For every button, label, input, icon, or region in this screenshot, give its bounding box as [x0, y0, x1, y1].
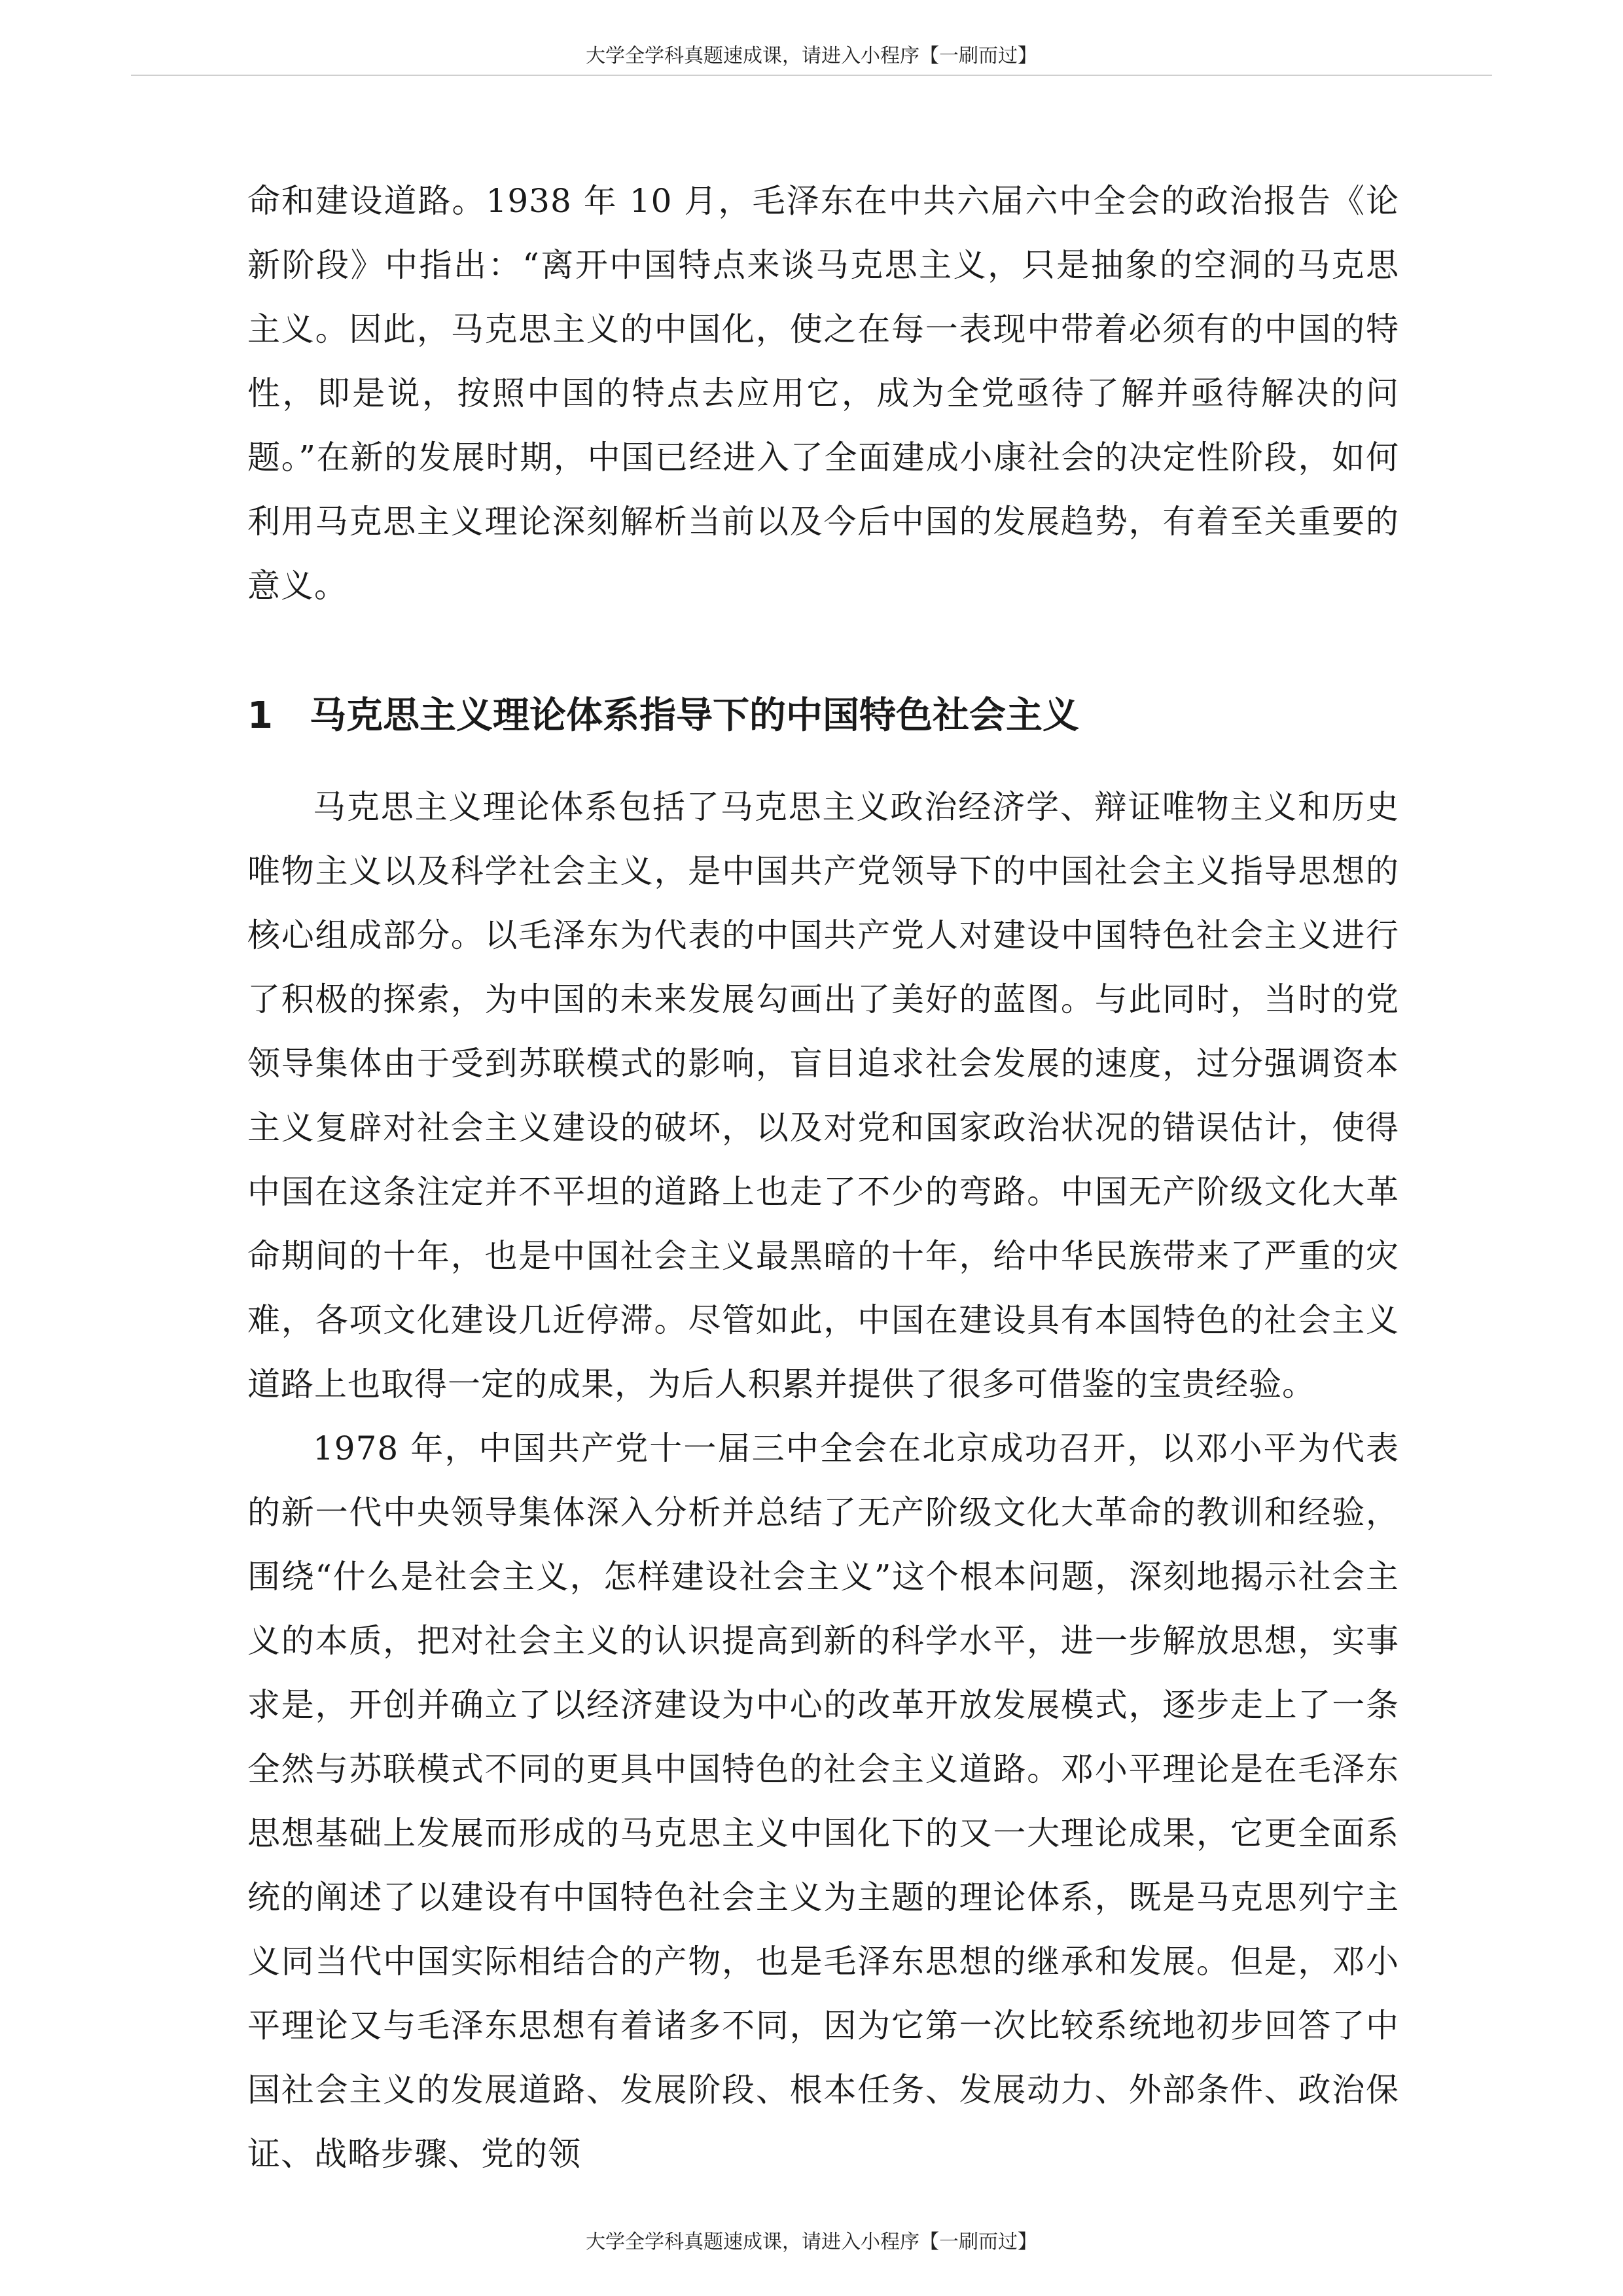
body-paragraph: 命和建设道路。1938 年 10 月，毛泽东在中共六届六中全会的政治报告《论新阶段》中指出：“离开中国特点来谈马克思主义，只是抽象的空洞的马克思主义。因此，马克思主义的中国化，使之在每一表现中带着必须有的中国的特性，即是说，按照中国的特点去应用它，成为全党亟待了解并亟待解决的问题。”在新的发展时期，中国已经进入了全面建成小康社会的决定性阶段，如何利用马克思主义理论深刻解析当前以及今后中国的发展趋势，有着至关重要的意义。 — [247, 182, 1399, 605]
document-body — [247, 169, 1399, 2186]
section-title: 马克思主义理论体系指导下的中国特色社会主义 — [310, 694, 1079, 737]
page-footer: 大学全学科真题速成课，请进入小程序【一刷而过】 — [586, 2231, 1037, 2253]
body-paragraph: 1978 年，中国共产党十一届三中全会在北京成功召开，以邓小平为代表的新一代中央领导集体深入分析并总结了无产阶级文化大革命的教训和经验，围绕“什么是社会主义，怎样建设社会主义”这个根本问题，深刻地揭示社会主义的本质，把对社会主义的认识提高到新的科学水平，进一步解放思想，实事求是，开创并确立了以经济建设为中心的改革开放发展模式，逐步走上了一条全然与苏联模式不同的更具中国特色的社会主义道路。邓小平理论是在毛泽东思想基础上发展而形成的马克思主义中国化下的又一大理论成果，它更全面系统的阐述了以建设有中国特色社会主义为主题的理论体系，既是马克思列宁主义同当代中国实际相结合的产物，也是毛泽东思想的继承和发展。但是，邓小平理论又与毛泽东思想有着诸多不同，因为它第一次比较系统地初步回答了中国社会主义的发展道路、发展阶段、根本任务、发展动力、外部条件、政治保证、战略步骤、党的领 — [247, 1429, 1399, 2173]
section-heading — [247, 680, 1399, 752]
section-number: 1 — [247, 694, 273, 737]
header-divider — [131, 75, 1492, 76]
body-paragraph: 马克思主义理论体系包括了马克思主义政治经济学、辩证唯物主义和历史唯物主义以及科学社会主义，是中国共产党领导下的中国社会主义指导思想的核心组成部分。以毛泽东为代表的中国共产党人对建设中国特色社会主义进行了积极的探索，为中国的未来发展勾画出了美好的蓝图。与此同时，当时的党领导集体由于受到苏联模式的影响，盲目追求社会发展的速度，过分强调资本主义复辟对社会主义建设的破坏，以及对党和国家政治状况的错误估计，使得中国在这条注定并不平坦的道路上也走了不少的弯路。中国无产阶级文化大革命期间的十年，也是中国社会主义最黑暗的十年，给中华民族带来了严重的灾难，各项文化建设几近停滞。尽管如此，中国在建设具有本国特色的社会主义道路上也取得一定的成果，为后人积累并提供了很多可借鉴的宝贵经验。 — [247, 788, 1399, 1403]
page-header: 大学全学科真题速成课，请进入小程序【一刷而过】 — [586, 45, 1037, 67]
